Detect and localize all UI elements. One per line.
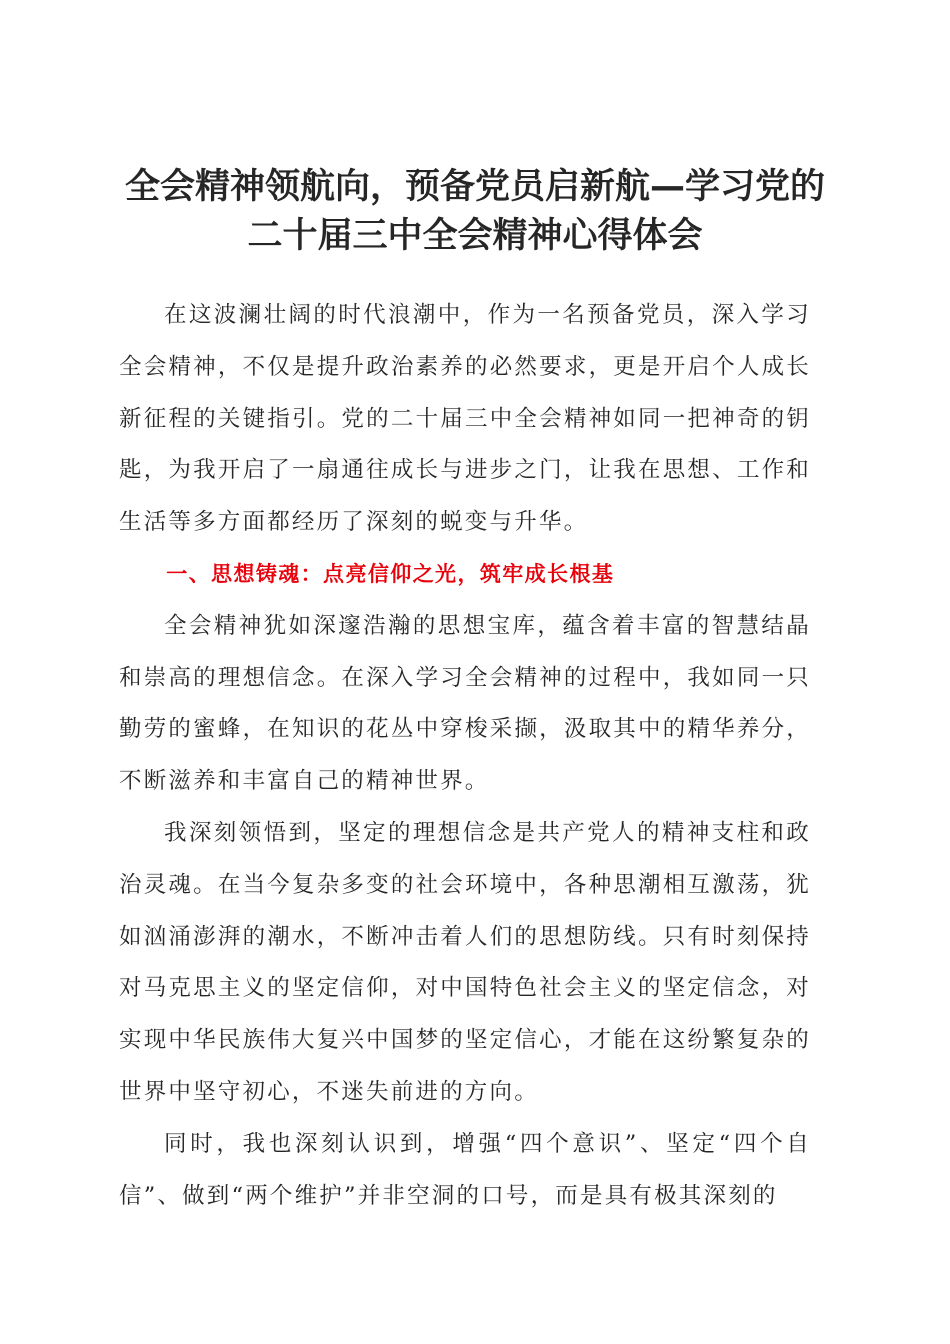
intro-paragraph: 在这波澜壮阔的时代浪潮中，作为一名预备党员，深入学习全会精神，不仅是提升政治素养的必然要求，更是开启个人成长新征程的关键指引。党的二十届三中全会精神如同一把神奇的钥匙，为我开启了一扇通往成长与进步之门，让我在思想、工作和生活等多方面都经历了深刻的蜕变与升华。 (119, 302, 811, 536)
document-title-line-1: 全会精神领航向，预备党员启新航—学习党的 (124, 167, 825, 207)
document-title-line-2: 二十届三中全会精神心得体会 (247, 216, 703, 256)
body-paragraph: 同时，我也深刻认识到，增强“四个意识”、坚定“四个自信”、做到“两个维护”并非空洞的口号，而是具有极其深刻的 (119, 1130, 811, 1209)
body-paragraph: 全会精神犹如深邃浩瀚的思想宝库，蕴含着丰富的智慧结晶和崇高的理想信念。在深入学习全会精神的过程中，我如同一只勤劳的蜜蜂，在知识的花丛中穿梭采撷，汲取其中的精华养分，不断滋养和丰富自己的精神世界。 (119, 612, 811, 795)
document-body (119, 290, 811, 1222)
section-heading: 一、思想铸魂：点亮信仰之光，筑牢成长根基 (166, 561, 615, 586)
body-paragraph: 我深刻领悟到，坚定的理想信念是共产党人的精神支柱和政治灵魂。在当今复杂多变的社会环境中，各种思潮相互激荡，犹如汹涌澎湃的潮水，不断冲击着人们的思想防线。只有时刻保持对马克思主义的坚定信仰，对中国特色社会主义的坚定信念，对实现中华民族伟大复兴中国梦的坚定信心，才能在这纷繁复杂的世界中坚守初心，不迷失前进的方向。 (119, 819, 811, 1105)
